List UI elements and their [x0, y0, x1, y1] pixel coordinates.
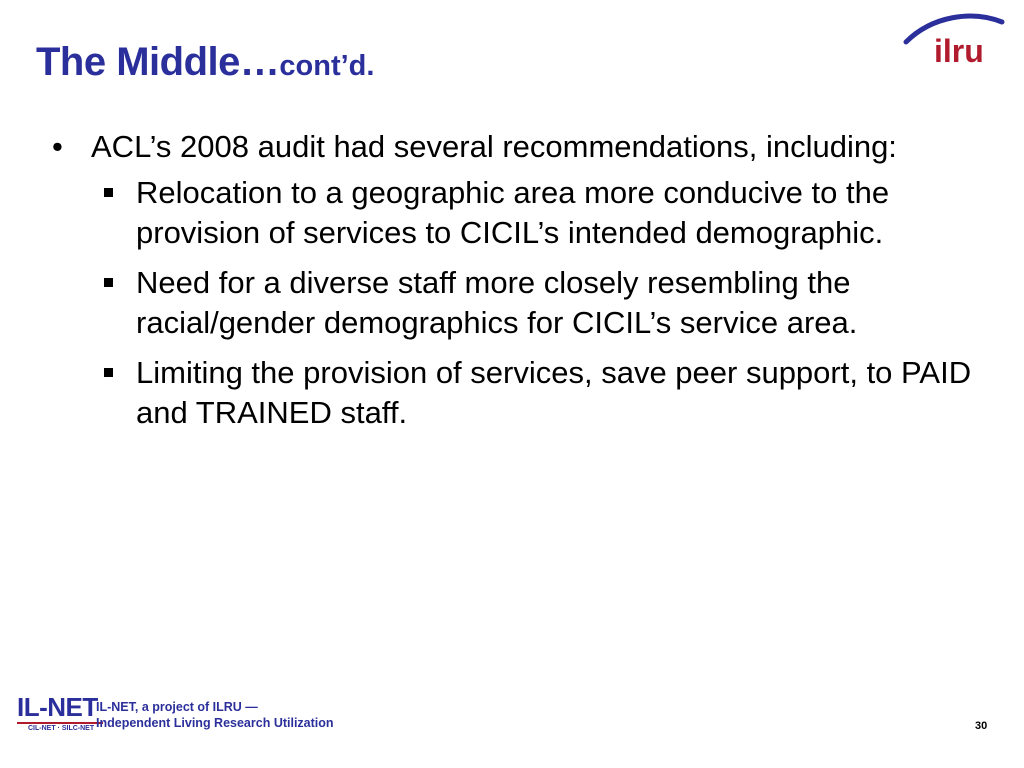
- footer-tagline-line2: Independent Living Research Utilization: [96, 716, 334, 730]
- square-bullet-icon: [104, 368, 113, 377]
- footer-tagline: [96, 699, 334, 731]
- sub-bullet-list: [91, 173, 982, 433]
- sub-bullet-item: [91, 263, 982, 343]
- slide-body: [52, 127, 982, 443]
- page-number: 30: [975, 720, 988, 732]
- il-net-logo: [14, 692, 104, 738]
- il-net-logo-text: IL-NET: [17, 692, 98, 722]
- sub-bullet-item: [91, 353, 982, 433]
- sub-bullet-text: Relocation to a geographic area more conducive to the provision of services to CICIL’s intended demographic.: [136, 175, 890, 250]
- il-net-logo-subtext: CIL-NET · SILC-NET: [28, 725, 95, 732]
- il-net-logo-bar: [17, 722, 103, 724]
- footer-tagline-line1: IL-NET, a project of ILRU —: [96, 700, 258, 714]
- slide-title: [36, 40, 374, 85]
- square-bullet-icon: [104, 188, 113, 197]
- ilru-logo-text: ilru: [934, 33, 984, 69]
- ilru-logo: [902, 8, 1006, 70]
- sub-bullet-text: Need for a diverse staff more closely resembling the racial/gender demographics for CICIL’s service area.: [136, 265, 858, 340]
- title-main: The Middle…: [36, 40, 280, 84]
- sub-bullet-text: Limiting the provision of services, save peer support, to PAID and TRAINED staff.: [136, 355, 972, 430]
- bullet-text: ACL’s 2008 audit had several recommendations, including:: [91, 129, 897, 164]
- title-suffix: cont’d.: [279, 50, 375, 82]
- bullet-item: [52, 127, 982, 433]
- square-bullet-icon: [104, 278, 113, 287]
- sub-bullet-item: [91, 173, 982, 253]
- bullet-dot: •: [52, 129, 63, 164]
